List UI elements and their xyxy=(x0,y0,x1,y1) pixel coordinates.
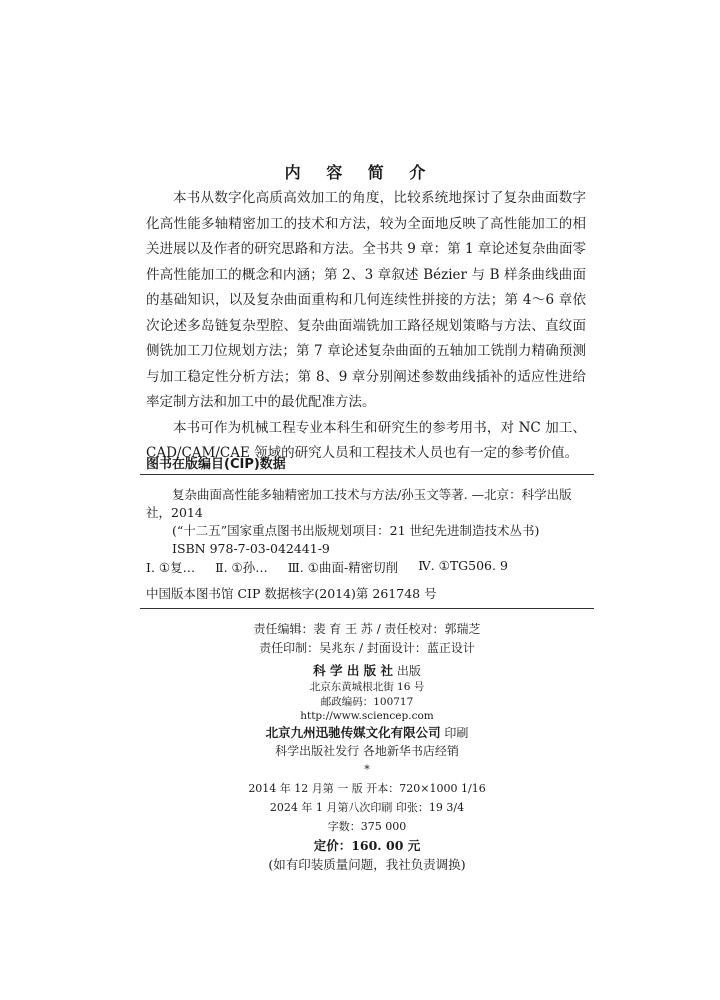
cip-library-number: 中国版本图书馆 CIP 数据核字(2014)第 261748 号 xyxy=(146,586,437,601)
publisher-address: 北京东黄城根北街 16 号 xyxy=(309,681,425,693)
credits-editors: 责任编辑：裴 育 王 苏 / 责任校对：郭瑞芝 xyxy=(253,622,481,636)
edition-line: 2014 年 12 月第 一 版 开本：720×1000 1/16 xyxy=(248,782,486,795)
cip-heading: 图书在版编目(CIP)数据 xyxy=(146,457,286,472)
cip-record xyxy=(146,486,576,558)
print-info xyxy=(140,760,594,874)
cip-top-rule xyxy=(140,474,594,475)
publisher-line xyxy=(140,662,594,680)
printer-name: 北京九州迅驰传媒文化有限公司 xyxy=(265,724,441,740)
price: 定价：160. 00 元 xyxy=(313,838,421,853)
cip-isbn: ISBN 978-7-03-042441-9 xyxy=(172,541,330,556)
publisher-block xyxy=(140,662,594,760)
cip-class-1: Ⅰ. ①复… xyxy=(146,560,196,575)
quality-note: (如有印装质量问题，我社负责调换) xyxy=(268,857,466,872)
summary-paragraph-1: 本书从数字化高质高效加工的角度，比较系统地探讨了复杂曲面数字化高性能多轴精密加工的技术和方法，较为全面地反映了高性能加工的相关进展以及作者的研究思路和方法。全书共 9 章：第 1 章论述复杂曲面零件高性能加工的概念和内涵；第 2、3 章叙述 Bézier 与 B 样条曲线曲面的基础知识，以及复杂曲面重构和几何连续性拼接的方法；第 4～6 章依次论述多岛链复杂型腔、复杂曲面端铣加工路径规划策略与方法、直纹面侧铣加工刀位规划方法；第 7 章论述复杂曲面的五轴加工铣削力精确预测与加工稳定性分析方法；第 8、9 章分别阐述参数曲线插补的适应性进给率定制方法和加工中的最优配准方法。 xyxy=(146,190,586,410)
credits-production: 责任印制：吴兆东 / 封面设计：蓝正设计 xyxy=(259,641,475,655)
summary-section xyxy=(146,186,586,467)
credits xyxy=(140,620,594,658)
printer-line xyxy=(140,724,594,742)
cip-class-2: Ⅱ. ①孙… xyxy=(215,560,268,575)
publisher-suffix: 出版 xyxy=(396,664,421,678)
word-count: 字数：375 000 xyxy=(327,820,407,833)
printing-line: 2024 年 1 月第八次印刷 印张：19 3/4 xyxy=(269,801,465,814)
summary-title: 内 容 简 介 xyxy=(284,163,436,182)
distribution-line: 科学出版社发行 各地新华书店经销 xyxy=(275,743,459,758)
printer-suffix: 印刷 xyxy=(444,725,469,740)
cip-class-4: Ⅳ. ①TG506. 9 xyxy=(418,558,508,573)
publisher-postcode: 邮政编码：100717 xyxy=(320,695,414,708)
publisher-url: http://www.sciencep.com xyxy=(300,710,434,722)
cip-class-3: Ⅲ. ①曲面-精密切削 xyxy=(287,560,399,575)
cip-title-line: 复杂曲面高性能多轴精密加工技术与方法/孙玉文等著. —北京：科学出版社，2014 xyxy=(146,487,572,520)
publisher-name: 科 学 出 版 社 xyxy=(313,663,394,678)
cip-bottom-rule xyxy=(140,608,594,609)
cip-classification xyxy=(146,558,508,576)
cip-series-line: (“十二五”国家重点图书出版规划项目：21 世纪先进制造技术丛书) xyxy=(172,523,540,538)
summary-paragraph-2: 本书可作为机械工程专业本科生和研究生的参考用书，对 NC 加工、CAD/CAM/CAE 领域的研究人员和工程技术人员也有一定的参考价值。 xyxy=(146,419,586,461)
asterisk: * xyxy=(364,763,370,776)
